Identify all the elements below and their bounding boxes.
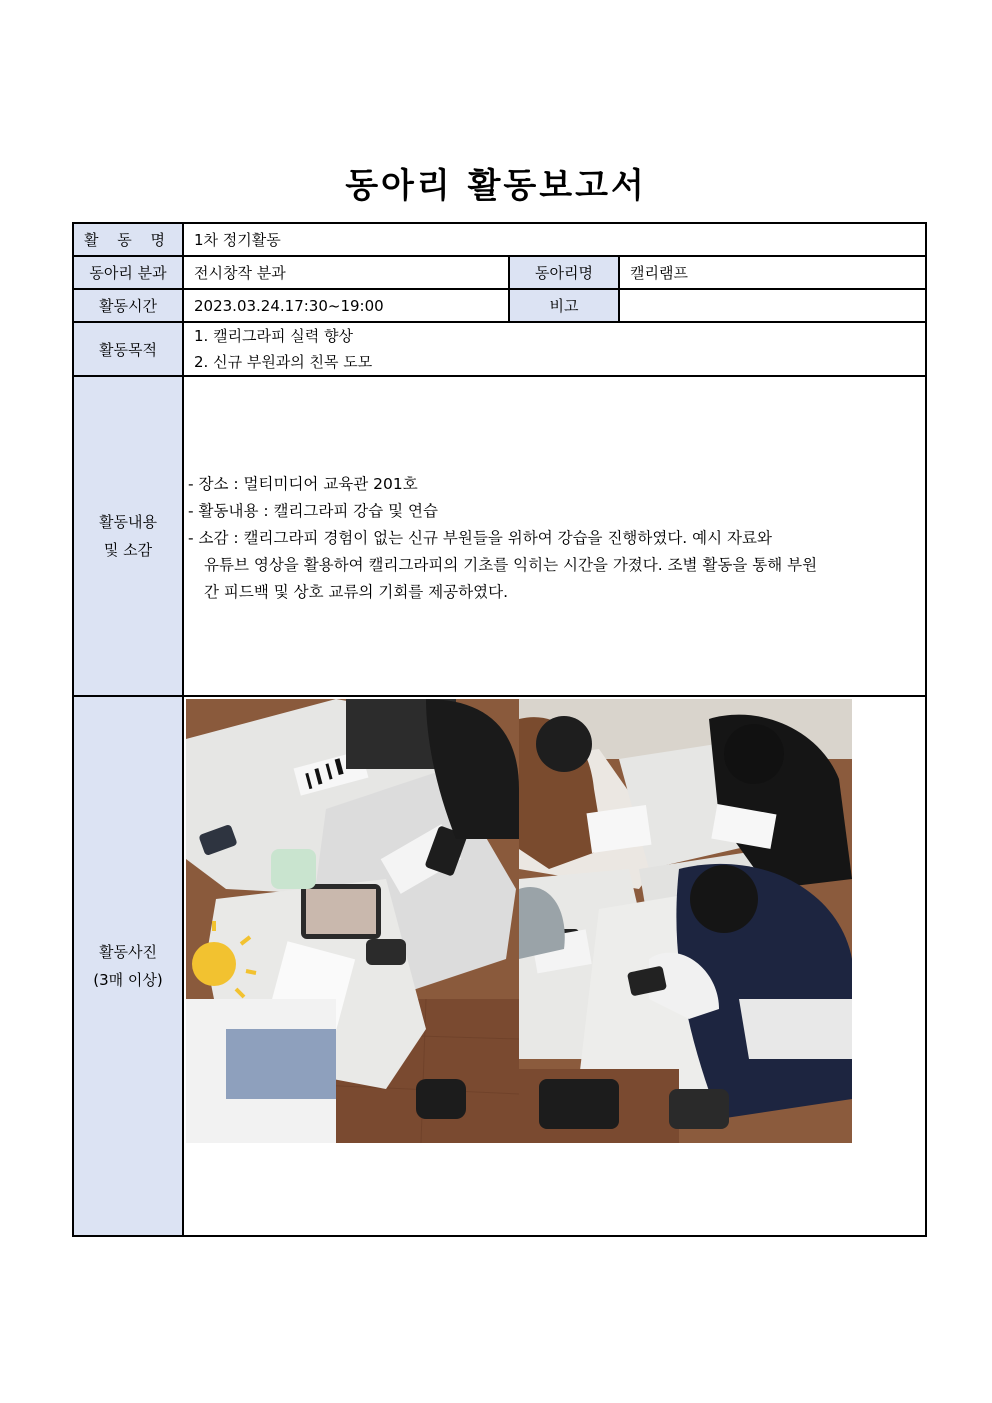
activity-name-label: 활 동 명 (73, 223, 183, 256)
content-label-line: 및 소감 (103, 541, 153, 559)
content-value (183, 376, 926, 696)
club-name-label: 동아리명 (509, 256, 619, 289)
purpose-label: 활동목적 (73, 322, 183, 376)
time-value: 2023.03.24.17:30~19:00 (183, 289, 509, 322)
purpose-item: 2. 신규 부원과의 친목 도모 (194, 353, 373, 371)
activity-photo-1 (186, 699, 519, 1143)
division-value: 전시창작 분과 (183, 256, 509, 289)
remarks-value (619, 289, 926, 322)
content-line: - 활동내용 : 캘리그라피 강습 및 연습 (188, 502, 439, 520)
time-label: 활동시간 (73, 289, 183, 322)
content-line: 유튜브 영상을 활용하여 캘리그라피의 기초를 익히는 시간을 가졌다. 조별 활동을 통해 부원 (204, 556, 818, 574)
activity-photo-2 (519, 699, 852, 1143)
photos-label-line: 활동사진 (99, 943, 157, 961)
photos-label-line: (3매 이상) (93, 971, 163, 989)
activity-name-value: 1차 정기활동 (183, 223, 926, 256)
purpose-item: 1. 캘리그라피 실력 향상 (194, 327, 354, 345)
content-line: - 장소 : 멀티미디어 교육관 201호 (188, 475, 418, 493)
club-name-value: 캘리램프 (619, 256, 926, 289)
content-label-line: 활동내용 (99, 513, 157, 531)
remarks-label: 비고 (509, 289, 619, 322)
purpose-value (183, 322, 926, 376)
report-table (72, 222, 927, 1237)
content-line: 간 피드백 및 상호 교류의 기회를 제공하였다. (204, 583, 509, 601)
content-line: - 소감 : 캘리그라피 경험이 없는 신규 부원들을 위하여 강습을 진행하였다. 예시 자료와 (188, 529, 772, 547)
page-title: 동아리 활동보고서 (345, 166, 647, 206)
photos-label (73, 696, 183, 1236)
content-label (73, 376, 183, 696)
division-label: 동아리 분과 (73, 256, 183, 289)
photos-cell (183, 696, 926, 1236)
